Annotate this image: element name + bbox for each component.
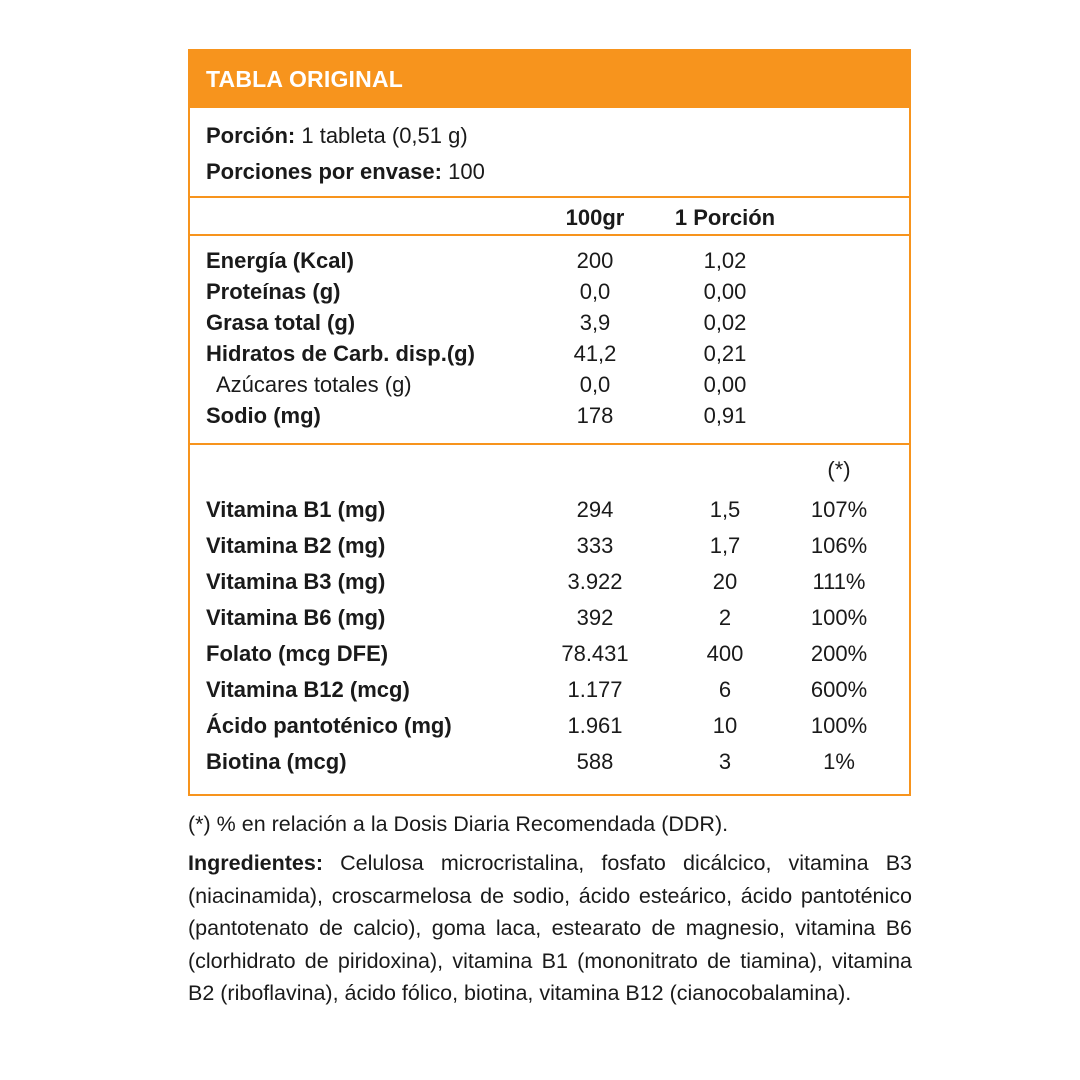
value-portion: 6 bbox=[718, 677, 732, 702]
portion-row bbox=[206, 123, 468, 149]
value-portion: 400 bbox=[706, 641, 744, 666]
servings-row bbox=[206, 159, 485, 185]
row-label: Vitamina B6 (mg) bbox=[206, 605, 386, 630]
divider bbox=[190, 234, 909, 236]
value-portion: 2 bbox=[718, 605, 732, 630]
value-portion: 1,5 bbox=[709, 497, 741, 522]
row-label: Proteínas (g) bbox=[206, 279, 341, 304]
value-100gr: 41,2 bbox=[573, 341, 617, 366]
value-100gr: 392 bbox=[576, 605, 614, 630]
column-header-100gr: 100gr bbox=[565, 205, 625, 230]
value-percent-ddr: 200% bbox=[810, 641, 868, 666]
value-100gr: 78.431 bbox=[561, 641, 629, 666]
value-portion: 0,21 bbox=[703, 341, 747, 366]
value-percent-ddr: 100% bbox=[810, 713, 868, 738]
value-portion: 0,00 bbox=[703, 372, 747, 397]
row-label: Vitamina B12 (mcg) bbox=[206, 677, 410, 702]
value-portion: 0,91 bbox=[703, 403, 747, 428]
value-portion: 20 bbox=[712, 569, 738, 594]
value-portion: 10 bbox=[712, 713, 738, 738]
footnote: (*) % en relación a la Dosis Diaria Recomendada (DDR). bbox=[188, 812, 729, 836]
value-100gr: 0,0 bbox=[579, 279, 611, 304]
value-percent-ddr: 107% bbox=[810, 497, 868, 522]
divider bbox=[190, 443, 909, 445]
table-header bbox=[190, 51, 909, 108]
row-label: Hidratos de Carb. disp.(g) bbox=[206, 341, 475, 366]
value-100gr: 588 bbox=[576, 749, 614, 774]
ingredients-paragraph bbox=[188, 847, 912, 1010]
row-label: Grasa total (g) bbox=[206, 310, 356, 335]
row-label: Biotina (mcg) bbox=[206, 749, 347, 774]
row-label: Vitamina B2 (mg) bbox=[206, 533, 386, 558]
row-label: Folato (mcg DFE) bbox=[206, 641, 389, 666]
divider bbox=[190, 196, 909, 198]
row-label: Energía (Kcal) bbox=[206, 248, 354, 273]
value-portion: 1,7 bbox=[709, 533, 741, 558]
nutrition-table bbox=[188, 49, 911, 796]
value-100gr: 178 bbox=[576, 403, 614, 428]
servings-label: Porciones por envase: bbox=[206, 159, 442, 184]
value-portion: 1,02 bbox=[703, 248, 747, 273]
row-label: Vitamina B3 (mg) bbox=[206, 569, 386, 594]
value-100gr: 1.177 bbox=[567, 677, 623, 702]
row-label: Azúcares totales (g) bbox=[216, 372, 412, 397]
value-percent-ddr: 111% bbox=[812, 569, 866, 594]
row-label: Ácido pantoténico (mg) bbox=[206, 713, 452, 738]
value-portion: 3 bbox=[718, 749, 732, 774]
servings-value: 100 bbox=[448, 159, 485, 184]
value-100gr: 294 bbox=[576, 497, 614, 522]
value-percent-ddr: 600% bbox=[810, 677, 868, 702]
value-100gr: 3.922 bbox=[567, 569, 623, 594]
value-portion: 0,00 bbox=[703, 279, 747, 304]
portion-value: 1 tableta (0,51 g) bbox=[301, 123, 468, 148]
portion-label: Porción: bbox=[206, 123, 296, 148]
value-portion: 0,02 bbox=[703, 310, 747, 335]
row-label: Sodio (mg) bbox=[206, 403, 321, 428]
value-percent-ddr: 1% bbox=[823, 749, 855, 774]
column-header-portion: 1 Porción bbox=[674, 205, 776, 230]
value-100gr: 333 bbox=[576, 533, 614, 558]
value-percent-ddr: 106% bbox=[810, 533, 868, 558]
value-100gr: 3,9 bbox=[579, 310, 611, 335]
value-percent-ddr: 100% bbox=[810, 605, 868, 630]
value-100gr: 0,0 bbox=[579, 372, 611, 397]
row-label: Vitamina B1 (mg) bbox=[206, 497, 386, 522]
ingredients-label: Ingredientes: bbox=[188, 851, 323, 875]
value-100gr: 200 bbox=[576, 248, 614, 273]
pct-marker: (*) bbox=[827, 457, 851, 482]
ingredients-text: Celulosa microcristalina, fosfato dicálcico, vitamina B3 (niacinamida), croscarmelosa de sodio, ácido esteárico, ácido pantoténico (pantotenato de calcio), goma laca, estearato de magnesio, vitamina B6 (clorhidrato de piridoxina), vitamina B1 (mononitrato de tiamina), vitamina B2 (riboflavina), ácido fólico, biotina, vitamina B12 (cianocobalamina). bbox=[188, 851, 912, 1005]
value-100gr: 1.961 bbox=[567, 713, 623, 738]
table-title: TABLA ORIGINAL bbox=[206, 66, 403, 92]
